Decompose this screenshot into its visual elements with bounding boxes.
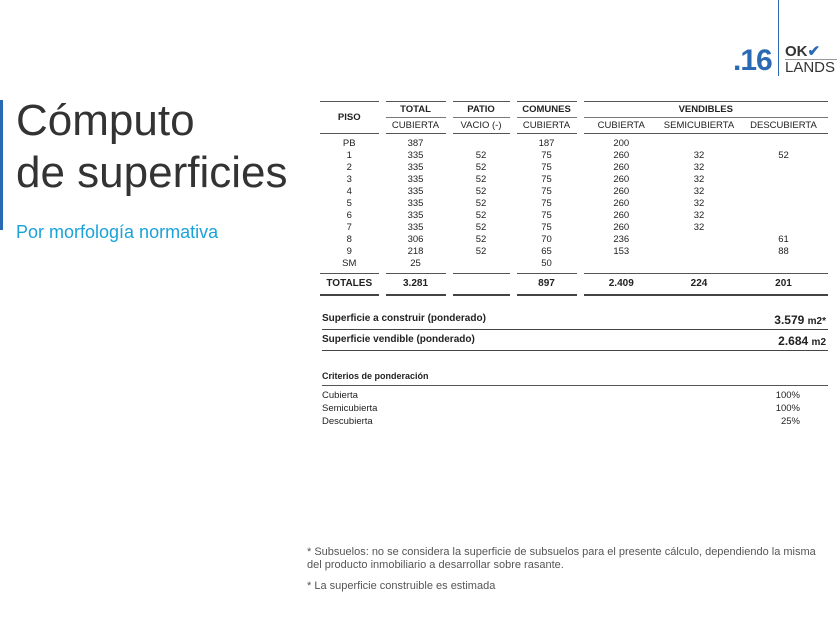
cell-cubierta bbox=[580, 258, 659, 274]
page-number: .16 bbox=[733, 44, 772, 77]
cell-semicubierta: 32 bbox=[693, 162, 705, 173]
totals-row bbox=[320, 274, 828, 296]
cell-cubierta: 260 bbox=[580, 198, 659, 210]
cell-descubierta bbox=[739, 258, 828, 274]
cell-patio bbox=[449, 134, 513, 151]
subheader-comunes-cubierta: CUBIERTA bbox=[513, 118, 580, 134]
cell-piso: 6 bbox=[346, 210, 352, 221]
criteria-title: Criterios de ponderación bbox=[322, 371, 828, 386]
subheader-semicubierta: SEMICUBIERTA bbox=[659, 118, 739, 134]
cell-total: 335 bbox=[382, 150, 449, 162]
cell-comunes: 75 bbox=[513, 186, 580, 198]
cell-cubierta: 260 bbox=[580, 150, 659, 162]
summary-label: Superficie a construir (ponderado) bbox=[322, 313, 486, 324]
subheader-vend-cubierta: CUBIERTA bbox=[580, 118, 659, 134]
surface-table bbox=[320, 101, 828, 296]
cell-semicubierta bbox=[659, 258, 739, 274]
criteria-row bbox=[322, 390, 800, 402]
col-header-comunes: COMUNES bbox=[513, 102, 580, 118]
cell-semicubierta: 32 bbox=[693, 174, 705, 185]
col-header-piso: PISO bbox=[320, 102, 382, 134]
cell-patio: 52 bbox=[449, 210, 513, 222]
table-row bbox=[320, 134, 828, 151]
title-accent-bar bbox=[0, 100, 3, 230]
cell-comunes: 75 bbox=[513, 210, 580, 222]
table-row bbox=[320, 186, 828, 198]
cell-comunes: 187 bbox=[513, 134, 580, 151]
cell-semicubierta bbox=[659, 246, 739, 258]
cell-total: 335 bbox=[382, 162, 449, 174]
cell-total: 218 bbox=[382, 246, 449, 258]
table-row bbox=[320, 234, 828, 246]
footnote-estimada: * La superficie construible es estimada bbox=[307, 580, 496, 592]
table-row bbox=[320, 258, 828, 274]
criteria-label: Semicubierta bbox=[322, 403, 378, 414]
cell-descubierta bbox=[739, 134, 828, 151]
cell-descubierta: 88 bbox=[778, 246, 789, 257]
totals-total: 3.281 bbox=[382, 274, 449, 296]
cell-total: 335 bbox=[382, 210, 449, 222]
logo-ok-text: OK bbox=[785, 43, 808, 60]
page-subtitle: Por morfología normativa bbox=[16, 222, 219, 242]
table-row bbox=[320, 174, 828, 186]
table-row bbox=[320, 162, 828, 174]
cell-semicubierta bbox=[659, 134, 739, 151]
cell-total: 335 bbox=[382, 174, 449, 186]
table-row bbox=[320, 246, 828, 258]
summary-label: Superficie vendible (ponderado) bbox=[322, 334, 475, 345]
cell-piso: 8 bbox=[346, 234, 352, 245]
table-row bbox=[320, 198, 828, 210]
cell-semicubierta: 32 bbox=[693, 186, 705, 197]
cell-piso: 2 bbox=[346, 162, 352, 173]
cell-patio: 52 bbox=[449, 234, 513, 246]
cell-cubierta: 260 bbox=[580, 222, 659, 234]
cell-comunes: 65 bbox=[513, 246, 580, 258]
subheader-vacio: VACIO (-) bbox=[449, 118, 513, 134]
title-line-1: Cómputo bbox=[16, 96, 195, 145]
cell-descubierta bbox=[739, 174, 828, 186]
cell-piso: 9 bbox=[346, 246, 352, 257]
criteria-label: Descubierta bbox=[322, 416, 373, 427]
cell-semicubierta: 32 bbox=[693, 222, 705, 233]
cell-semicubierta: 32 bbox=[693, 150, 705, 161]
logo-lands-text: LANDS bbox=[785, 59, 836, 76]
cell-patio bbox=[449, 258, 513, 274]
cell-comunes: 75 bbox=[513, 198, 580, 210]
totals-descubierta: 201 bbox=[739, 274, 828, 296]
criteria-row bbox=[322, 403, 800, 415]
title-line-2: de superficies bbox=[16, 148, 288, 197]
criteria-row bbox=[322, 416, 800, 428]
cell-patio: 52 bbox=[449, 162, 513, 174]
cell-comunes: 50 bbox=[513, 258, 580, 274]
cell-comunes: 75 bbox=[513, 162, 580, 174]
summary-value: 2.684 bbox=[778, 334, 809, 348]
table-body bbox=[320, 134, 828, 274]
cell-cubierta: 236 bbox=[580, 234, 659, 246]
cell-cubierta: 260 bbox=[580, 162, 659, 174]
cell-patio: 52 bbox=[449, 174, 513, 186]
summary-unit: m2* bbox=[807, 316, 826, 327]
cell-semicubierta: 32 bbox=[693, 210, 705, 221]
cell-descubierta: 61 bbox=[778, 234, 789, 245]
cell-piso: 5 bbox=[346, 198, 352, 209]
cell-piso: SM bbox=[320, 258, 382, 274]
cell-descubierta bbox=[739, 162, 828, 174]
cell-total: 387 bbox=[382, 134, 449, 151]
cell-semicubierta: 32 bbox=[693, 198, 705, 209]
cell-cubierta: 260 bbox=[580, 174, 659, 186]
cell-patio: 52 bbox=[449, 150, 513, 162]
totals-cubierta: 2.409 bbox=[580, 274, 659, 296]
totals-semicubierta: 224 bbox=[659, 274, 739, 296]
cell-descubierta bbox=[739, 186, 828, 198]
summary-value: 3.579 bbox=[774, 313, 805, 327]
cell-semicubierta bbox=[659, 234, 739, 246]
check-icon: ✔ bbox=[807, 43, 821, 60]
cell-descubierta bbox=[739, 222, 828, 234]
cell-patio: 52 bbox=[449, 186, 513, 198]
col-header-total: TOTAL bbox=[382, 102, 449, 118]
cell-cubierta: 200 bbox=[580, 134, 659, 151]
cell-piso: 4 bbox=[346, 186, 352, 197]
summary-row-vendible bbox=[322, 334, 828, 351]
cell-total: 25 bbox=[382, 258, 449, 274]
cell-total: 306 bbox=[382, 234, 449, 246]
logo-ok bbox=[785, 44, 837, 59]
cell-descubierta bbox=[739, 210, 828, 222]
cell-piso: 7 bbox=[346, 222, 352, 233]
cell-cubierta: 260 bbox=[580, 186, 659, 198]
col-header-patio: PATIO bbox=[449, 102, 513, 118]
cell-patio: 52 bbox=[449, 246, 513, 258]
cell-total: 335 bbox=[382, 186, 449, 198]
table-row bbox=[320, 210, 828, 222]
totals-comunes: 897 bbox=[513, 274, 580, 296]
page-title bbox=[16, 95, 287, 199]
cell-descubierta bbox=[739, 198, 828, 210]
criteria-pct: 100% bbox=[775, 390, 800, 401]
cell-descubierta: 52 bbox=[778, 150, 789, 161]
table-row bbox=[320, 150, 828, 162]
criteria-label: Cubierta bbox=[322, 390, 358, 401]
table-row bbox=[320, 222, 828, 234]
cell-total: 335 bbox=[382, 198, 449, 210]
cell-patio: 52 bbox=[449, 222, 513, 234]
header-divider bbox=[778, 0, 779, 76]
cell-cubierta: 153 bbox=[580, 246, 659, 258]
cell-cubierta: 260 bbox=[580, 210, 659, 222]
subheader-descubierta: DESCUBIERTA bbox=[739, 118, 828, 134]
totals-patio bbox=[449, 274, 513, 296]
cell-comunes: 75 bbox=[513, 222, 580, 234]
criteria-pct: 100% bbox=[775, 403, 800, 414]
footnote-subsuelos: * Subsuelos: no se considera la superficie de subsuelos para el presente cálculo, dependiendo la misma del producto inmobiliario a desarrollar sobre rasante. bbox=[307, 546, 816, 571]
summary-unit: m2 bbox=[811, 337, 826, 348]
col-header-vendibles: VENDIBLES bbox=[580, 102, 828, 118]
cell-piso: 3 bbox=[346, 174, 352, 185]
cell-comunes: 70 bbox=[513, 234, 580, 246]
criteria-pct: 25% bbox=[780, 416, 800, 427]
cell-comunes: 75 bbox=[513, 150, 580, 162]
cell-piso: 1 bbox=[346, 150, 352, 161]
cell-patio: 52 bbox=[449, 198, 513, 210]
cell-total: 335 bbox=[382, 222, 449, 234]
cell-piso: PB bbox=[342, 138, 356, 149]
summary-row-construir bbox=[322, 313, 828, 330]
subheader-cubierta: CUBIERTA bbox=[382, 118, 449, 134]
totals-label: TOTALES bbox=[320, 274, 382, 296]
company-logo bbox=[785, 44, 837, 75]
cell-comunes: 75 bbox=[513, 174, 580, 186]
